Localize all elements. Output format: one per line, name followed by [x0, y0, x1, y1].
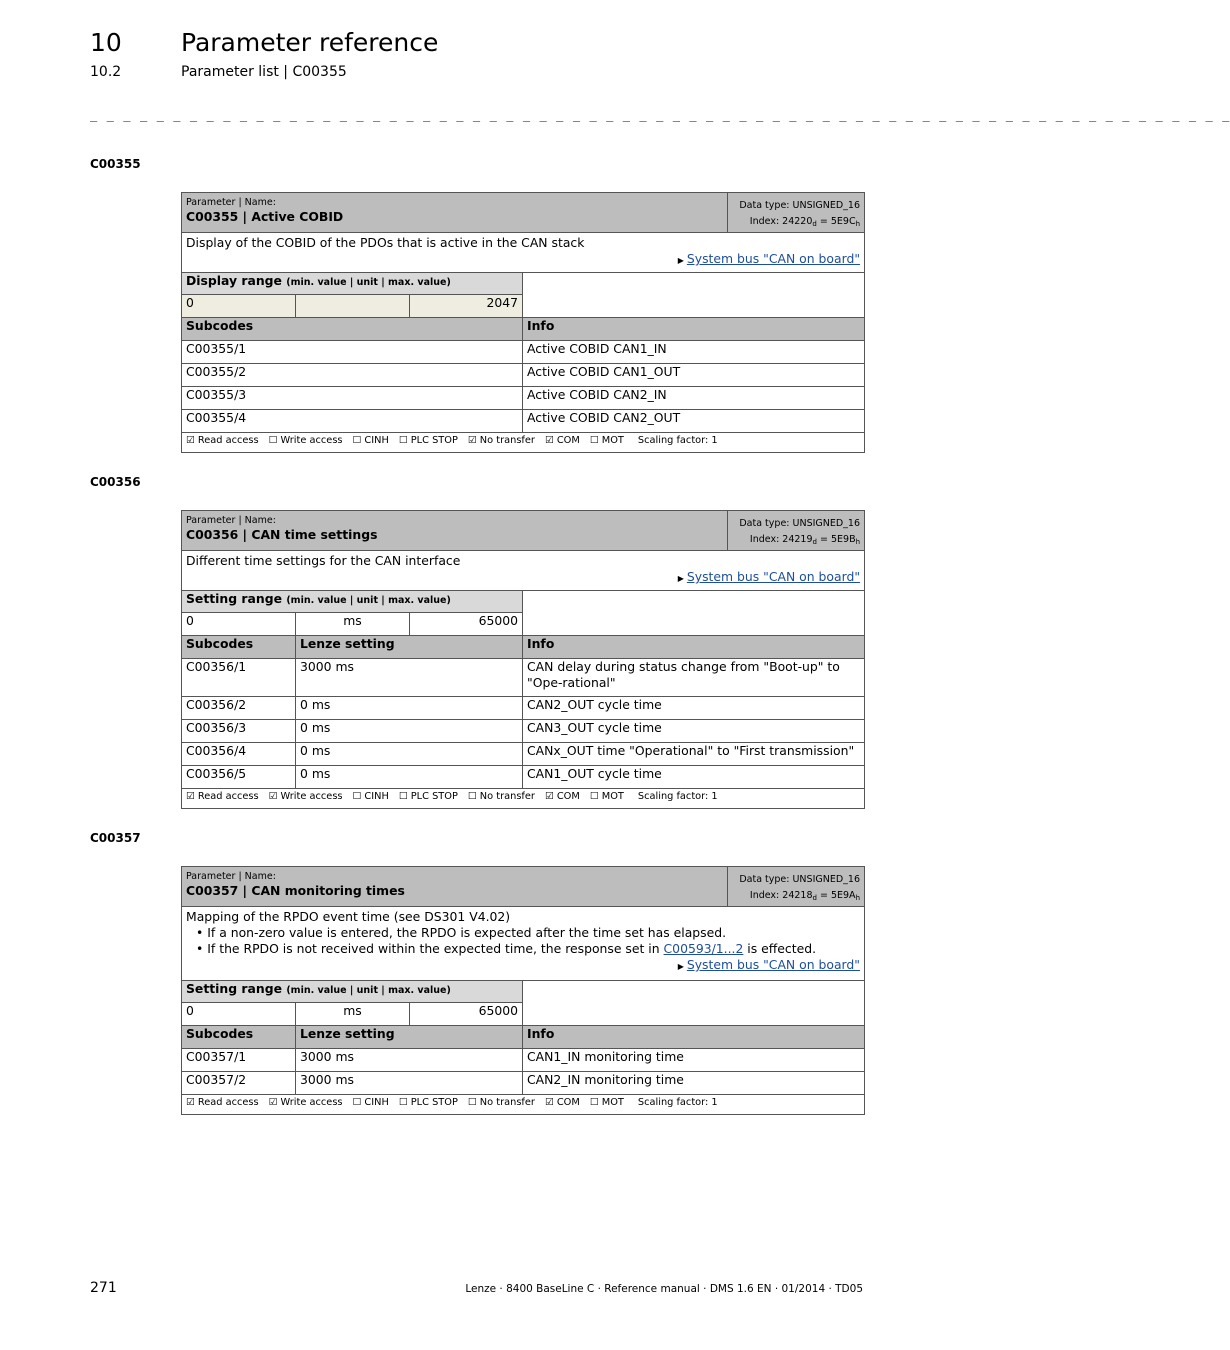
lenze-setting-header: Lenze setting	[296, 1026, 523, 1049]
lenze-cell: 0 ms	[296, 766, 523, 789]
empty-cell	[523, 591, 865, 636]
range-min: 0	[182, 613, 296, 636]
table-row: C00356/2	[182, 697, 296, 720]
range-unit: ms	[296, 613, 410, 636]
table-row: C00357/1	[182, 1049, 296, 1072]
lenze-cell: 3000 ms	[296, 1072, 523, 1095]
info-cell: CAN2_IN monitoring time	[523, 1072, 865, 1095]
system-bus-link[interactable]: System bus "CAN on board"	[686, 957, 860, 972]
info-header: Info	[523, 636, 865, 659]
description-text: Different time settings for the CAN interface	[186, 553, 461, 568]
param-datatype	[728, 193, 865, 233]
empty-cell	[523, 273, 865, 318]
info-header: Info	[523, 318, 865, 341]
access-flags: ☑ Read access ☑ Write access ☐ CINH ☐ PLC STOP ☐ No transfer ☑ COM ☐ MOT Scaling factor: 1	[182, 1095, 865, 1115]
page-number: 271	[90, 1280, 117, 1296]
bullet-item: • If a non-zero value is entered, the RPDO is expected after the time set has elapsed.	[196, 925, 860, 941]
info-cell: CAN delay during status change from "Boot-up" to "Ope-rational"	[523, 659, 865, 697]
table-row: C00355/3	[182, 387, 523, 410]
param-heading-c00356: C00356	[90, 475, 141, 489]
param-description	[182, 233, 865, 273]
table-row: C00356/5	[182, 766, 296, 789]
description-text: Mapping of the RPDO event time (see DS301 V4.02)	[186, 909, 511, 924]
arrow-right-icon: ▶	[677, 962, 684, 971]
index-label: Index: $24218_d = 5E9A_h$	[749, 890, 860, 902]
table-row: C00355/2	[182, 364, 523, 387]
param-header	[182, 193, 728, 233]
table-row: C00355/4	[182, 410, 523, 433]
table-row: C00357/2	[182, 1072, 296, 1095]
param-name: C00357 | CAN monitoring times	[186, 883, 405, 898]
footer-reference: Lenze · 8400 BaseLine C · Reference manual · DMS 1.6 EN · 01/2014 · TD05	[465, 1283, 863, 1295]
system-bus-link[interactable]: System bus "CAN on board"	[686, 251, 861, 266]
info-cell: CAN2_OUT cycle time	[523, 697, 865, 720]
param-table-c00355	[181, 192, 865, 453]
info-cell: Active COBID CAN1_IN	[523, 341, 865, 364]
param-header	[182, 867, 728, 907]
table-row: C00356/1	[182, 659, 296, 697]
subcodes-header: Subcodes	[182, 318, 523, 341]
access-flags: ☑ Read access ☐ Write access ☐ CINH ☐ PLC STOP ☑ No transfer ☑ COM ☐ MOT Scaling factor: 1	[182, 433, 865, 453]
lenze-cell: 3000 ms	[296, 1049, 523, 1072]
info-cell: Active COBID CAN2_IN	[523, 387, 865, 410]
lenze-cell: 3000 ms	[296, 659, 523, 697]
datatype-label: Data type: UNSIGNED_16	[739, 200, 861, 211]
param-table-c00357	[181, 866, 865, 1115]
range-min: 0	[182, 295, 296, 318]
param-datatype	[728, 867, 865, 907]
index-label: Index: $24220_d = 5E9C_h$	[749, 216, 861, 228]
datatype-label: Data type: UNSIGNED_16	[739, 518, 861, 529]
bullet-item: • If the RPDO is not received within the expected time, the response set in C00593/1...2 is effected.	[196, 941, 860, 957]
param-name: C00355 | Active COBID	[186, 209, 344, 224]
info-header: Info	[523, 1026, 865, 1049]
description-text: Display of the COBID of the PDOs that is active in the CAN stack	[186, 235, 585, 250]
table-row: C00356/4	[182, 743, 296, 766]
info-cell: CAN1_IN monitoring time	[523, 1049, 865, 1072]
system-bus-link[interactable]: System bus "CAN on board"	[686, 569, 861, 584]
lenze-cell: 0 ms	[296, 743, 523, 766]
description-bullets	[186, 925, 860, 957]
param-name-label: Parameter | Name:	[186, 197, 276, 208]
info-cell: Active COBID CAN1_OUT	[523, 364, 865, 387]
chapter-title: Parameter reference	[181, 28, 439, 57]
section-title: Parameter list | C00355	[181, 64, 347, 80]
info-cell: CAN1_OUT cycle time	[523, 766, 865, 789]
section-number: 10.2	[90, 64, 122, 80]
range-header: Setting range (min. value | unit | max. value)	[182, 981, 523, 1003]
subcodes-header: Subcodes	[182, 636, 296, 659]
range-max: 65000	[410, 613, 523, 636]
arrow-right-icon: ▶	[677, 574, 684, 583]
header-separator: _ _ _ _ _ _ _ _ _ _ _ _ _ _ _ _ _ _ _ _ _ _ _ _ _ _ _ _ _ _ _ _ _ _ _ _ _ _ _ _ _ _ _ _ _ _ _ _ _ _ _ _ _ _ _ _ _ _ _ _ _ _ _ _ _ _ _ _ _	[90, 108, 1230, 122]
empty-cell	[523, 981, 865, 1026]
lenze-cell: 0 ms	[296, 720, 523, 743]
param-datatype	[728, 511, 865, 551]
range-header: Display range (min. value | unit | max. value)	[182, 273, 523, 295]
access-flags: ☑ Read access ☑ Write access ☐ CINH ☐ PLC STOP ☐ No transfer ☑ COM ☐ MOT Scaling factor: 1	[182, 789, 865, 809]
param-heading-c00355: C00355	[90, 157, 141, 171]
param-description	[182, 907, 865, 981]
range-unit: ms	[296, 1003, 410, 1026]
subcodes-header: Subcodes	[182, 1026, 296, 1049]
info-cell: CANx_OUT time "Operational" to "First transmission"	[523, 743, 865, 766]
range-min: 0	[182, 1003, 296, 1026]
datatype-label: Data type: UNSIGNED_16	[739, 874, 860, 885]
table-row: C00355/1	[182, 341, 523, 364]
range-max: 2047	[410, 295, 523, 318]
index-label: Index: $24219_d = 5E9B_h$	[749, 534, 861, 546]
param-name: C00356 | CAN time settings	[186, 527, 378, 542]
param-table-c00356	[181, 510, 865, 809]
table-row: C00356/3	[182, 720, 296, 743]
info-cell: Active COBID CAN2_OUT	[523, 410, 865, 433]
param-description	[182, 551, 865, 591]
range-unit	[296, 295, 410, 318]
param-name-label: Parameter | Name:	[186, 515, 276, 526]
c00593-link[interactable]: C00593/1...2	[663, 941, 744, 956]
lenze-cell: 0 ms	[296, 697, 523, 720]
range-header: Setting range (min. value | unit | max. value)	[182, 591, 523, 613]
range-max: 65000	[410, 1003, 523, 1026]
arrow-right-icon: ▶	[677, 256, 684, 265]
param-header	[182, 511, 728, 551]
param-name-label: Parameter | Name:	[186, 871, 276, 882]
lenze-setting-header: Lenze setting	[296, 636, 523, 659]
param-heading-c00357: C00357	[90, 831, 141, 845]
info-cell: CAN3_OUT cycle time	[523, 720, 865, 743]
chapter-number: 10	[90, 28, 122, 57]
